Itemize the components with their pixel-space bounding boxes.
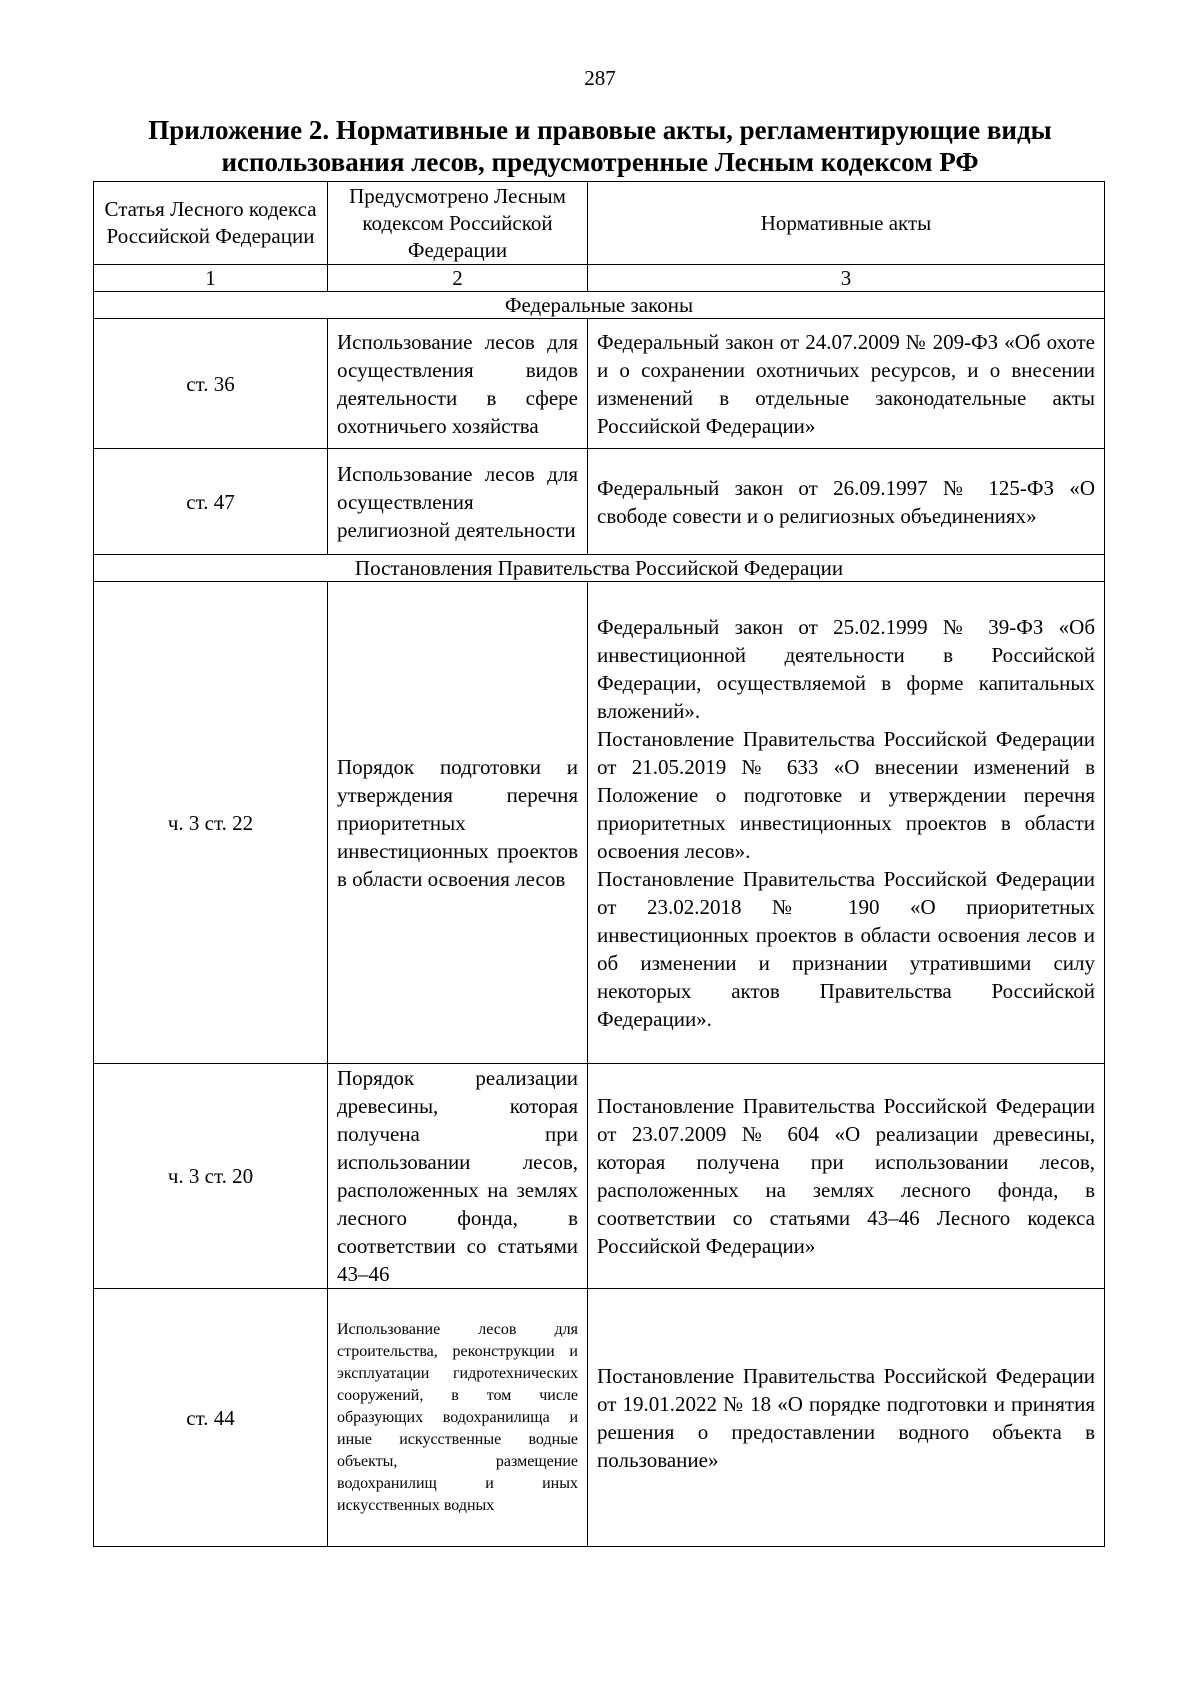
column-number: 3 bbox=[588, 265, 1105, 292]
section-title-federal-laws: Федеральные законы bbox=[94, 292, 1105, 319]
header-article: Статья Лесного кодекса Российской Федерации bbox=[94, 182, 328, 265]
acts-cell: Федеральный закон от 24.07.2009 № 209-ФЗ «Об охоте и о сохранении охотничьих ресурсов, и о внесении изменений в отдельные законодательные акты Российской Федерации» bbox=[588, 319, 1105, 449]
article-cell: ст. 47 bbox=[94, 449, 328, 555]
article-cell: ст. 36 bbox=[94, 319, 328, 449]
acts-table bbox=[93, 181, 1105, 1547]
acts-cell: Федеральный закон от 26.09.1997 № 125-ФЗ «О свободе совести и о религиозных объединениях» bbox=[588, 449, 1105, 555]
article-cell: ч. 3 ст. 22 bbox=[94, 582, 328, 1064]
article-cell: ст. 44 bbox=[94, 1289, 328, 1547]
title-line-2: использования лесов, предусмотренные Лесным кодексом РФ bbox=[221, 147, 979, 177]
provision-cell: Использование лесов для осуществления видов деятельности в сфере охотничьего хозяйства bbox=[328, 319, 588, 449]
page-title bbox=[80, 114, 1120, 178]
table-row bbox=[94, 1064, 1105, 1289]
act-entry: Постановление Правительства Российской Федерации от 23.02.2018 № 190 «О приоритетных инвестиционных проектов в области освоения лесов и об изменении и признании утратившими силу некоторых актов Правительства Российской Федерации». bbox=[597, 866, 1095, 1031]
section-header-row bbox=[94, 292, 1105, 319]
table-row bbox=[94, 319, 1105, 449]
section-title-government-decrees: Постановления Правительства Российской Федерации bbox=[94, 555, 1105, 582]
header-provision: Предусмотрено Лесным кодексом Российской Федерации bbox=[328, 182, 588, 265]
column-number: 2 bbox=[328, 265, 588, 292]
provision-cell: Порядок реализации древесины, которая получена при использовании лесов, расположенных на землях лесного фонда, в соответствии со статьями 43–46 bbox=[328, 1064, 588, 1289]
table-row bbox=[94, 582, 1105, 1064]
acts-cell: Постановление Правительства Российской Федерации от 23.07.2009 № 604 «О реализации древесины, которая получена при использовании лесов, расположенных на землях лесного фонда, в соответствии со статьями 43–46 Лесного кодекса Российской Федерации» bbox=[588, 1064, 1105, 1289]
title-line-1: Приложение 2. Нормативные и правовые акты, регламентирующие виды bbox=[148, 115, 1052, 145]
acts-cell: Постановление Правительства Российской Федерации от 19.01.2022 № 18 «О порядке подготовки и принятия решения о предоставлении водного объекта в пользование» bbox=[588, 1289, 1105, 1547]
act-entry: Федеральный закон от 25.02.1999 № 39-ФЗ «Об инвестиционной деятельности в Российской Федерации, осуществляемой в форме капитальных вложений». bbox=[597, 614, 1095, 723]
acts-cell bbox=[588, 582, 1105, 1064]
header-acts: Нормативные акты bbox=[588, 182, 1105, 265]
column-number: 1 bbox=[94, 265, 328, 292]
section-header-row bbox=[94, 555, 1105, 582]
table-header-row bbox=[94, 182, 1105, 265]
provision-cell: Порядок подготовки и утверждения перечня приоритетных инвестиционных проектов в области освоения лесов bbox=[328, 582, 588, 1064]
provision-cell: Использование лесов для строительства, реконструкции и эксплуатации гидротехнических сооружений, в том числе образующих водохранилища и иные искусственные водные объекты, размещение водохранилищ и иных искусственных водных bbox=[328, 1289, 588, 1547]
article-cell: ч. 3 ст. 20 bbox=[94, 1064, 328, 1289]
table-row bbox=[94, 1289, 1105, 1547]
page-number: 287 bbox=[584, 66, 616, 90]
provision-cell: Использование лесов для осуществления религиозной деятельности bbox=[328, 449, 588, 555]
column-number-row bbox=[94, 265, 1105, 292]
table-row bbox=[94, 449, 1105, 555]
act-entry: Постановление Правительства Российской Федерации от 21.05.2019 № 633 «О внесении изменений в Положение о подготовке и утверждении перечня приоритетных инвестиционных проектов в области освоения лесов». bbox=[597, 726, 1095, 863]
